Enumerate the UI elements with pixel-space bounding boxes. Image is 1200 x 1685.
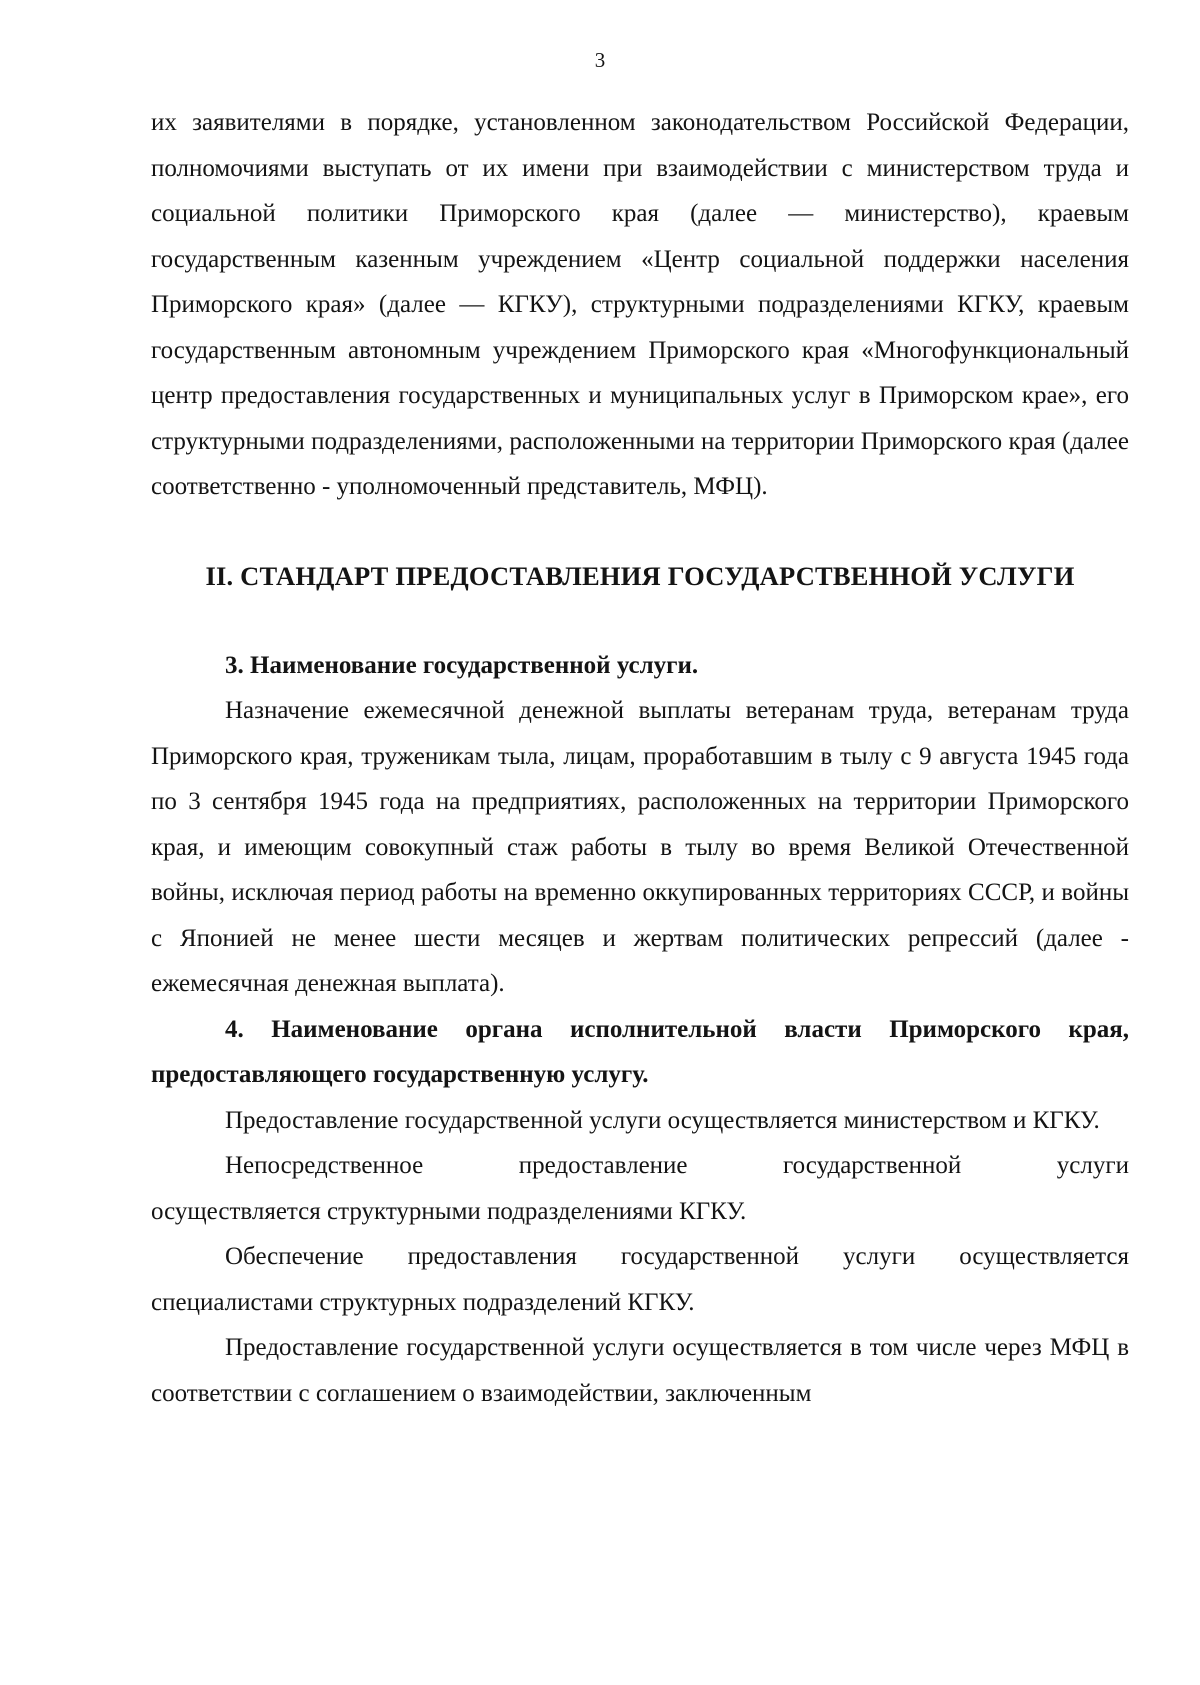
intro-paragraph: их заявителями в порядке, установленном законодательством Российской Федерации, полномочиями выступать от их имени при взаимодействии с министерством труда и социальной политики Приморского края (далее — министерство), краевым государственным казенным учреждением «Центр социальной поддержки населения Приморского края» (далее — КГКУ), структурными подразделениями КГКУ, краевым государственным автономным учреждением Приморского края «Многофункциональный центр предоставления государственных и муниципальных услуг в Приморском крае», его структурными подразделениями, расположенными на территории Приморского края (далее соответственно - уполномоченный представитель, МФЦ). <box>151 109 1129 500</box>
subheading-service-name: 3. Наименование государственной услуги. <box>225 651 699 679</box>
word: государственной <box>783 1152 962 1179</box>
subheading-executive-body: 4. Наименование органа исполнительной власти Приморского края, предоставляющего государственную услугу. <box>151 1015 1129 1088</box>
service-name-paragraph: Назначение ежемесячной денежной выплаты ветеранам труда, ветеранам труда Приморского края, труженикам тыла, лицам, проработавшим в тылу с 9 августа 1945 года по 3 сентября 1945 года на предприятиях, расположенных на территории Приморского края, и имеющим совокупный стаж работы в тылу во время Великой Отечественной войны, исключая период работы на временно оккупированных территориях СССР, и войны с Японией не менее шести месяцев и жертвам политических репрессий (далее - ежемесячная денежная выплата). <box>151 697 1129 997</box>
word: предоставление <box>518 1152 688 1179</box>
direct-provision-line <box>151 1143 1129 1189</box>
mfc-paragraph: Предоставление государственной услуги осуществляется в том числе через МФЦ в соответствии с соглашением о взаимодействии, заключенным <box>151 1334 1129 1407</box>
support-paragraph: Обеспечение предоставления государственной услуги осуществляется специалистами структурных подразделений КГКУ. <box>151 1243 1129 1316</box>
word: услуги <box>1056 1152 1129 1179</box>
provision-paragraph: Предоставление государственной услуги осуществляется министерством и КГКУ. <box>225 1106 1100 1134</box>
direct-provision-continuation: осуществляется структурными подразделениями КГКУ. <box>151 1197 747 1225</box>
section-title: II. СТАНДАРТ ПРЕДОСТАВЛЕНИЯ ГОСУДАРСТВЕННОЙ УСЛУГИ <box>205 560 1075 591</box>
word: Непосредственное <box>225 1152 424 1179</box>
page-number: 3 <box>594 48 606 72</box>
document-body <box>151 100 1129 1416</box>
